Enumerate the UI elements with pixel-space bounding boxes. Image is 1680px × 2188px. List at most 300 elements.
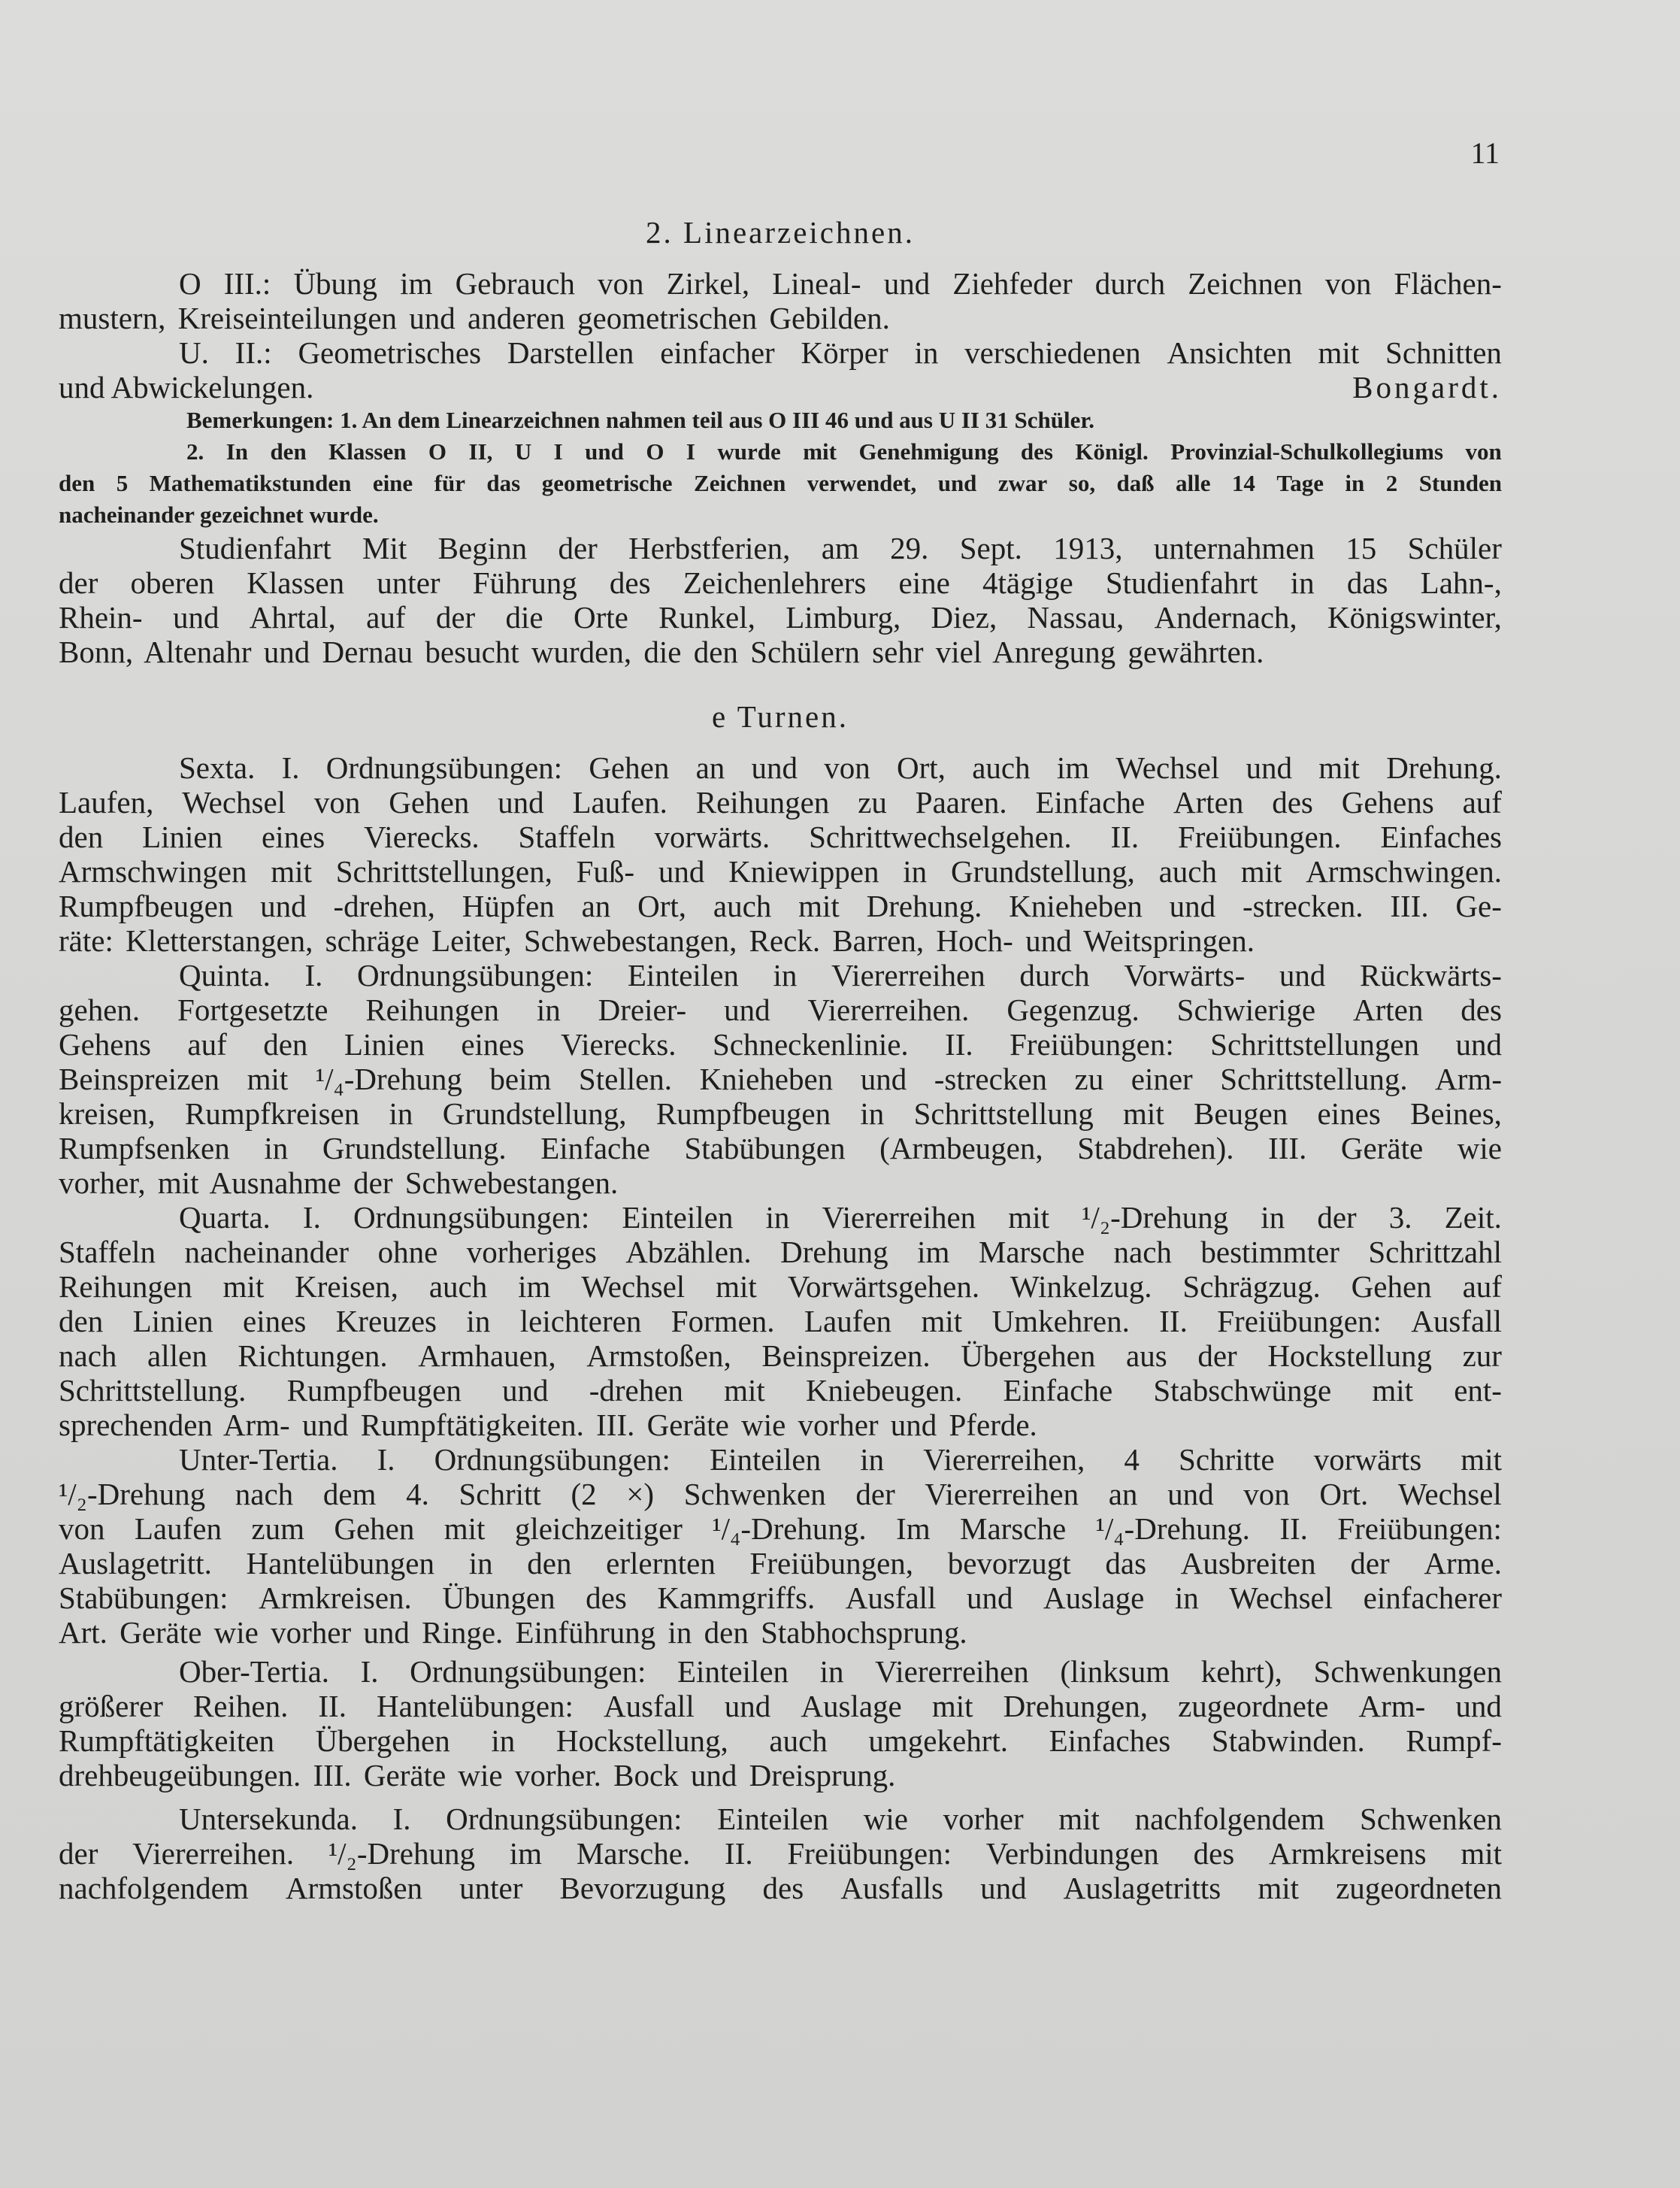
word: Zeichnen <box>694 470 786 496</box>
word: Paaren. <box>915 785 1007 820</box>
word: Rumpftätigkeiten <box>59 1723 274 1758</box>
word: Wechsel <box>1229 1580 1333 1615</box>
word: im <box>509 1836 543 1871</box>
word: Ziehfeder <box>952 266 1073 301</box>
paragraph-line <box>59 958 1502 992</box>
word: und <box>937 470 977 496</box>
word: Fortgesetzte <box>177 992 328 1027</box>
word: mit <box>803 438 837 465</box>
word: Viererreihen <box>822 1200 976 1235</box>
word: ¹/₂-Drehung <box>1082 1200 1229 1235</box>
word: der <box>558 531 598 565</box>
word: mit <box>1058 1802 1100 1836</box>
page-number: 11 <box>1470 136 1500 170</box>
word: eines <box>461 1027 525 1062</box>
word: I. <box>304 958 323 992</box>
word: mit <box>247 1062 289 1096</box>
word: Hüpfen <box>462 889 555 923</box>
word: Tage <box>1276 470 1324 496</box>
word: Auslage <box>801 1689 902 1723</box>
word: I. <box>360 1654 379 1689</box>
word: ¹/₄-Drehung. <box>712 1511 867 1546</box>
word: des <box>1193 1836 1235 1871</box>
word: an <box>1108 1477 1138 1511</box>
word: Ausbreiten <box>1180 1546 1316 1580</box>
word: und <box>980 1871 1027 1905</box>
word: nach <box>1113 1235 1172 1269</box>
word: Wechsel <box>581 1269 686 1304</box>
word: Bevorzugung <box>559 1871 726 1905</box>
word: auf <box>187 1027 227 1062</box>
word: so, <box>1068 470 1096 496</box>
word: in <box>860 1096 885 1131</box>
word: Ordnungsübungen: <box>356 958 594 992</box>
word: Grundstellung, <box>950 854 1135 889</box>
word: II. <box>318 1689 347 1723</box>
word: und <box>658 854 705 889</box>
word: ×) <box>626 1477 655 1511</box>
word: Klassen <box>328 438 407 465</box>
word: Freiübungen: <box>1217 1304 1382 1338</box>
word: in <box>1174 1580 1199 1615</box>
word: Knieheben <box>1009 889 1143 923</box>
word: (2 <box>571 1477 597 1511</box>
word: mit <box>716 1269 757 1304</box>
word: durch <box>1019 958 1090 992</box>
word: Linien <box>132 1304 213 1338</box>
word: Gehens <box>59 1027 151 1062</box>
word: Mathematikstunden <box>149 470 352 496</box>
word: Freiübungen, <box>749 1546 914 1580</box>
word: Im <box>896 1511 931 1546</box>
word: in <box>1290 565 1315 600</box>
word: Ort. <box>1319 1477 1369 1511</box>
word: im <box>917 1235 950 1269</box>
word: umgekehrt. <box>868 1723 1008 1758</box>
word: und <box>502 1373 549 1408</box>
word: Laufen, <box>59 785 154 820</box>
word: Schrittzahl <box>1368 1235 1502 1269</box>
word: Lahn-, <box>1420 565 1502 600</box>
word: ¹/₄-Drehung. <box>1095 1511 1250 1546</box>
word: Zeit. <box>1444 1200 1502 1235</box>
word: Runkel, <box>658 600 755 635</box>
word: in <box>903 854 928 889</box>
word: In <box>226 438 248 465</box>
word: Ordnungsübungen: <box>325 750 563 785</box>
paragraph-line <box>59 1338 1502 1373</box>
word: oberen <box>130 565 215 600</box>
word: Arten <box>1173 785 1244 820</box>
word: nachfolgendem <box>59 1871 249 1905</box>
paragraph-line <box>59 1511 1502 1546</box>
word: und <box>883 266 931 301</box>
word: Grundstellung, <box>442 1096 627 1131</box>
word: Kammgriffs. <box>657 1580 816 1615</box>
word: zum <box>251 1511 304 1546</box>
word: von <box>824 750 870 785</box>
word: und <box>860 1062 907 1096</box>
word: Gehens <box>1341 785 1434 820</box>
word: Drehung <box>780 1235 888 1269</box>
word: Geometrisches <box>298 335 482 370</box>
word: verschiedenen <box>964 335 1141 370</box>
paragraph-line: sprechenden Arm- und Rumpftätigkeiten. III. Geräte wie vorher und Pferde. <box>59 1408 1037 1442</box>
word: gehen. <box>59 992 141 1027</box>
word: Kniewippen <box>728 854 879 889</box>
word: Laufen. <box>572 785 667 820</box>
word: Reihungen <box>365 992 499 1027</box>
word: und <box>1279 958 1326 992</box>
word: Schrittstellung. <box>1220 1062 1408 1096</box>
word: in <box>468 1546 493 1580</box>
word: in <box>491 1723 516 1758</box>
word: Viererreihen. <box>132 1836 295 1871</box>
word: in <box>466 1304 491 1338</box>
word: Vierecks. <box>364 820 480 854</box>
word: Gehen <box>389 785 470 820</box>
word: und <box>1167 1477 1214 1511</box>
word: mit <box>443 1511 486 1546</box>
word: in <box>264 1131 289 1165</box>
word: Grundstellung. <box>322 1131 507 1165</box>
word: II.: <box>235 335 272 370</box>
paragraph-line <box>59 1062 1502 1096</box>
word: Ordnungsübungen: <box>353 1200 590 1235</box>
word: und <box>260 889 307 923</box>
word: Marsche <box>978 1235 1085 1269</box>
word: am <box>821 531 859 565</box>
word: Klassen <box>247 565 345 600</box>
word: den <box>59 820 104 854</box>
word: Arm- <box>1358 1689 1426 1723</box>
word: Schrittstellungen, <box>335 854 552 889</box>
word: zur <box>1462 1338 1502 1373</box>
word: ¹/₄-Drehung <box>315 1062 462 1096</box>
word: Stabübungen <box>684 1131 846 1165</box>
quinta-paragraph <box>59 958 1502 1200</box>
word: Sexta. <box>179 750 256 785</box>
paragraph-line: Bonn, Altenahr und Dernau besucht wurden, die den Schülern sehr viel Anregung gewährten. <box>59 635 1264 669</box>
paragraph-line <box>59 1235 1502 1269</box>
word: in <box>1261 1200 1285 1235</box>
word: der <box>435 600 476 635</box>
page-text <box>59 215 1502 1905</box>
word: von <box>59 1511 105 1546</box>
paragraph-line <box>59 1802 1502 1836</box>
word: Schneckenlinie. <box>712 1027 909 1062</box>
word: -strecken <box>934 1062 1047 1096</box>
paragraph-line <box>59 1689 1502 1723</box>
word: mit <box>798 889 840 923</box>
paragraph-line <box>59 1654 1502 1689</box>
word: Führung <box>472 565 577 600</box>
word: den <box>527 1546 572 1580</box>
word: alle <box>1175 470 1211 496</box>
word: mit <box>1372 1373 1414 1408</box>
word: Orte <box>573 600 628 635</box>
word: Rumpfkreisen <box>184 1096 360 1131</box>
paragraph-line <box>59 1871 1502 1905</box>
word: Schrägzug. <box>1182 1269 1321 1304</box>
word: Provinzial-Schulkollegiums <box>1170 438 1444 465</box>
word: Hantelübungen: <box>377 1689 574 1723</box>
word: von <box>313 785 361 820</box>
word: Schrittstellung. <box>59 1373 247 1408</box>
word: I. <box>302 1200 321 1235</box>
word: für <box>434 470 465 496</box>
paragraph-line: Art. Geräte wie vorher und Ringe. Einführung in den Stabhochsprung. <box>59 1615 967 1650</box>
word: Körper <box>801 335 888 370</box>
word: (linksum <box>1060 1654 1170 1689</box>
word: der <box>59 1836 98 1871</box>
word: wie <box>1457 1131 1502 1165</box>
word: (Armbeugen, <box>879 1131 1043 1165</box>
section-heading-turnen: e Turnen. <box>712 699 849 734</box>
word: Einfache <box>1035 785 1146 820</box>
word: im <box>400 266 433 301</box>
paragraph-line <box>59 1269 1502 1304</box>
word: Schwenkungen <box>1313 1654 1502 1689</box>
word: Ausfall <box>604 1689 695 1723</box>
word: Lineal- <box>772 266 861 301</box>
word: Arm- <box>1435 1062 1502 1096</box>
word: Vorwärts- <box>1124 958 1246 992</box>
paragraph-line <box>59 335 1502 370</box>
word: Gebrauch <box>455 266 575 301</box>
word: Kniebeugen. <box>805 1373 963 1408</box>
word: Flächen- <box>1394 266 1502 301</box>
word: Reihungen <box>59 1269 192 1304</box>
word: gleichzeitiger <box>514 1511 683 1546</box>
word: Übergehen <box>961 1338 1096 1373</box>
word: mit <box>1008 1200 1049 1235</box>
word: allen <box>147 1338 207 1373</box>
word: Ort, <box>637 889 687 923</box>
word: Zeichenlehrers <box>683 565 867 600</box>
word: erlernten <box>606 1546 716 1580</box>
word: Limburg, <box>786 600 901 635</box>
word: Armschwingen. <box>1306 854 1502 889</box>
word: daß <box>1116 470 1155 496</box>
word: und <box>751 750 798 785</box>
word: I <box>553 438 563 465</box>
word: 2. <box>186 438 204 465</box>
word: Freiübungen: <box>787 1836 952 1871</box>
word: die <box>505 600 543 635</box>
word: II, <box>468 438 493 465</box>
word: an <box>581 889 611 923</box>
word: Sept. <box>959 531 1022 565</box>
word: und <box>498 785 544 820</box>
word: Gegenzug. <box>1006 992 1140 1027</box>
word: Ordnungsübungen: <box>434 1442 670 1477</box>
word: Vorwärtsgehen. <box>787 1269 980 1304</box>
word: Quarta. <box>179 1200 271 1235</box>
note-line <box>59 468 1502 499</box>
word: auch <box>713 889 772 923</box>
quarta-paragraph <box>59 1200 1502 1442</box>
word: mit <box>1258 1871 1299 1905</box>
word: Dreier- <box>598 992 687 1027</box>
word: auf <box>1462 785 1502 820</box>
paragraph-line <box>59 1442 1502 1477</box>
word: mit <box>1461 1442 1502 1477</box>
word: Rumpfsenken <box>59 1131 230 1165</box>
paragraph-line <box>59 1200 1502 1235</box>
word: Arme. <box>1424 1546 1502 1580</box>
word: Einfache <box>1003 1373 1113 1408</box>
word: eine <box>898 565 950 600</box>
word: O <box>646 438 664 465</box>
word: Gehen <box>334 1511 415 1546</box>
word: I. <box>281 750 300 785</box>
word: Studienfahrt <box>1105 565 1258 600</box>
word: den <box>263 1027 308 1062</box>
word: Hockstellung, <box>555 1723 728 1758</box>
word: Freiübungen: <box>1010 1027 1174 1062</box>
obertertia-paragraph <box>59 1654 1502 1793</box>
word: zugeordneten <box>1336 1871 1502 1905</box>
word: Ort, <box>897 750 946 785</box>
word: zu <box>858 785 887 820</box>
word: Armstoßen, <box>586 1338 731 1373</box>
word: Andernach, <box>1154 600 1297 635</box>
word: kreisen, <box>59 1096 156 1131</box>
word: vorher <box>943 1802 1024 1836</box>
word: mit <box>1318 335 1360 370</box>
section-heading-linearzeichnen: 2. Linearzeichnen. <box>646 215 915 250</box>
word: II. <box>1159 1304 1188 1338</box>
word: II. <box>725 1836 753 1871</box>
word: unter <box>377 565 440 600</box>
word: nach <box>59 1338 117 1373</box>
word: Freiübungen. <box>1177 820 1342 854</box>
word: ¹/₂-Drehung <box>59 1477 206 1511</box>
word: der <box>1350 1546 1390 1580</box>
word: I. <box>392 1802 411 1836</box>
word: bevorzugt <box>947 1546 1071 1580</box>
word: Ansichten <box>1167 335 1292 370</box>
word: wie <box>863 1802 908 1836</box>
word: Drehungen, <box>1003 1689 1148 1723</box>
word: Rumpfbeugen <box>655 1096 831 1131</box>
word: Auslage <box>1043 1580 1145 1615</box>
word: Winkelzug. <box>1010 1269 1152 1304</box>
word: Stabwinden. <box>1211 1723 1365 1758</box>
word: mit <box>931 1689 973 1723</box>
word: Beinspreizen. <box>761 1338 931 1373</box>
word: des <box>1272 785 1313 820</box>
word: verwendet, <box>807 470 917 496</box>
author-signature: Bongardt. <box>1352 370 1502 405</box>
note-line <box>59 436 1502 468</box>
paragraph-line <box>59 1131 1502 1165</box>
word: wurde <box>717 438 781 465</box>
word: und <box>1246 750 1292 785</box>
word: und <box>172 600 219 635</box>
word: O <box>179 266 201 301</box>
word: Ausfall <box>1411 1304 1502 1338</box>
word: Rumpfbeugen <box>59 889 234 923</box>
word: und <box>1455 1689 1502 1723</box>
word: im <box>1056 750 1090 785</box>
word: Nassau, <box>1027 600 1125 635</box>
word: Fuß- <box>576 854 635 889</box>
word: 4. <box>406 1477 429 1511</box>
untertertia-paragraph <box>59 1442 1502 1650</box>
paragraph-line-with-signature <box>59 370 1502 405</box>
word: Schnitten <box>1385 335 1502 370</box>
word: aus <box>1126 1338 1167 1373</box>
word: Marsche <box>960 1511 1067 1546</box>
word: und <box>724 992 770 1027</box>
word: Diez, <box>931 600 997 635</box>
word: mit <box>271 854 312 889</box>
word: Beugen <box>1194 1096 1288 1131</box>
word: den <box>270 438 307 465</box>
word: Reihen. <box>192 1689 289 1723</box>
word: unternahmen <box>1153 531 1315 565</box>
word: Untersekunda. <box>179 1802 358 1836</box>
word: Stellen. <box>578 1062 673 1096</box>
word: II. <box>945 1027 973 1062</box>
paragraph-line <box>59 565 1502 600</box>
word: Geräte <box>1340 1131 1424 1165</box>
word: O <box>428 438 447 465</box>
paragraph-line: mustern, Kreiseinteilungen und anderen geometrischen Gebilden. <box>59 301 890 335</box>
word: den <box>59 1304 104 1338</box>
word: mit <box>724 1373 765 1408</box>
word: Mit <box>362 531 407 565</box>
word: unter <box>459 1871 523 1905</box>
word: mit <box>1123 1096 1164 1131</box>
word: in <box>1345 470 1365 496</box>
paragraph-line <box>59 1477 1502 1511</box>
word: Armhauen, <box>418 1338 556 1373</box>
paragraph-line <box>59 889 1502 923</box>
word: -strecken. <box>1243 889 1364 923</box>
word: in <box>536 992 561 1027</box>
word: in <box>914 335 939 370</box>
word: Staffeln <box>518 820 616 854</box>
word: Zirkel, <box>666 266 750 301</box>
word: U. <box>179 335 209 370</box>
word: ohne <box>377 1235 438 1269</box>
word: Linien <box>344 1027 425 1062</box>
word: Kreisen, <box>295 1269 398 1304</box>
word: I <box>686 438 695 465</box>
word: 3. <box>1388 1200 1412 1235</box>
word: Armkreisen. <box>259 1580 412 1615</box>
word: -drehen <box>589 1373 683 1408</box>
word: in <box>819 1654 844 1689</box>
word: größerer <box>59 1689 163 1723</box>
word: auch <box>428 1269 488 1304</box>
word: das <box>1346 565 1388 600</box>
word: vorwärts. <box>654 820 770 854</box>
word: das <box>1105 1546 1147 1580</box>
word: Einteilen <box>710 1442 822 1477</box>
paragraph-line: vorher, mit Ausnahme der Schwebestangen. <box>59 1165 619 1200</box>
sexta-paragraph <box>59 750 1502 958</box>
word: einfacher <box>660 335 775 370</box>
word: Viererreihen <box>925 1477 1079 1511</box>
word: 5 <box>116 470 129 496</box>
word: eines <box>1317 1096 1381 1131</box>
word: Linien <box>142 820 223 854</box>
word: zwar <box>997 470 1048 496</box>
